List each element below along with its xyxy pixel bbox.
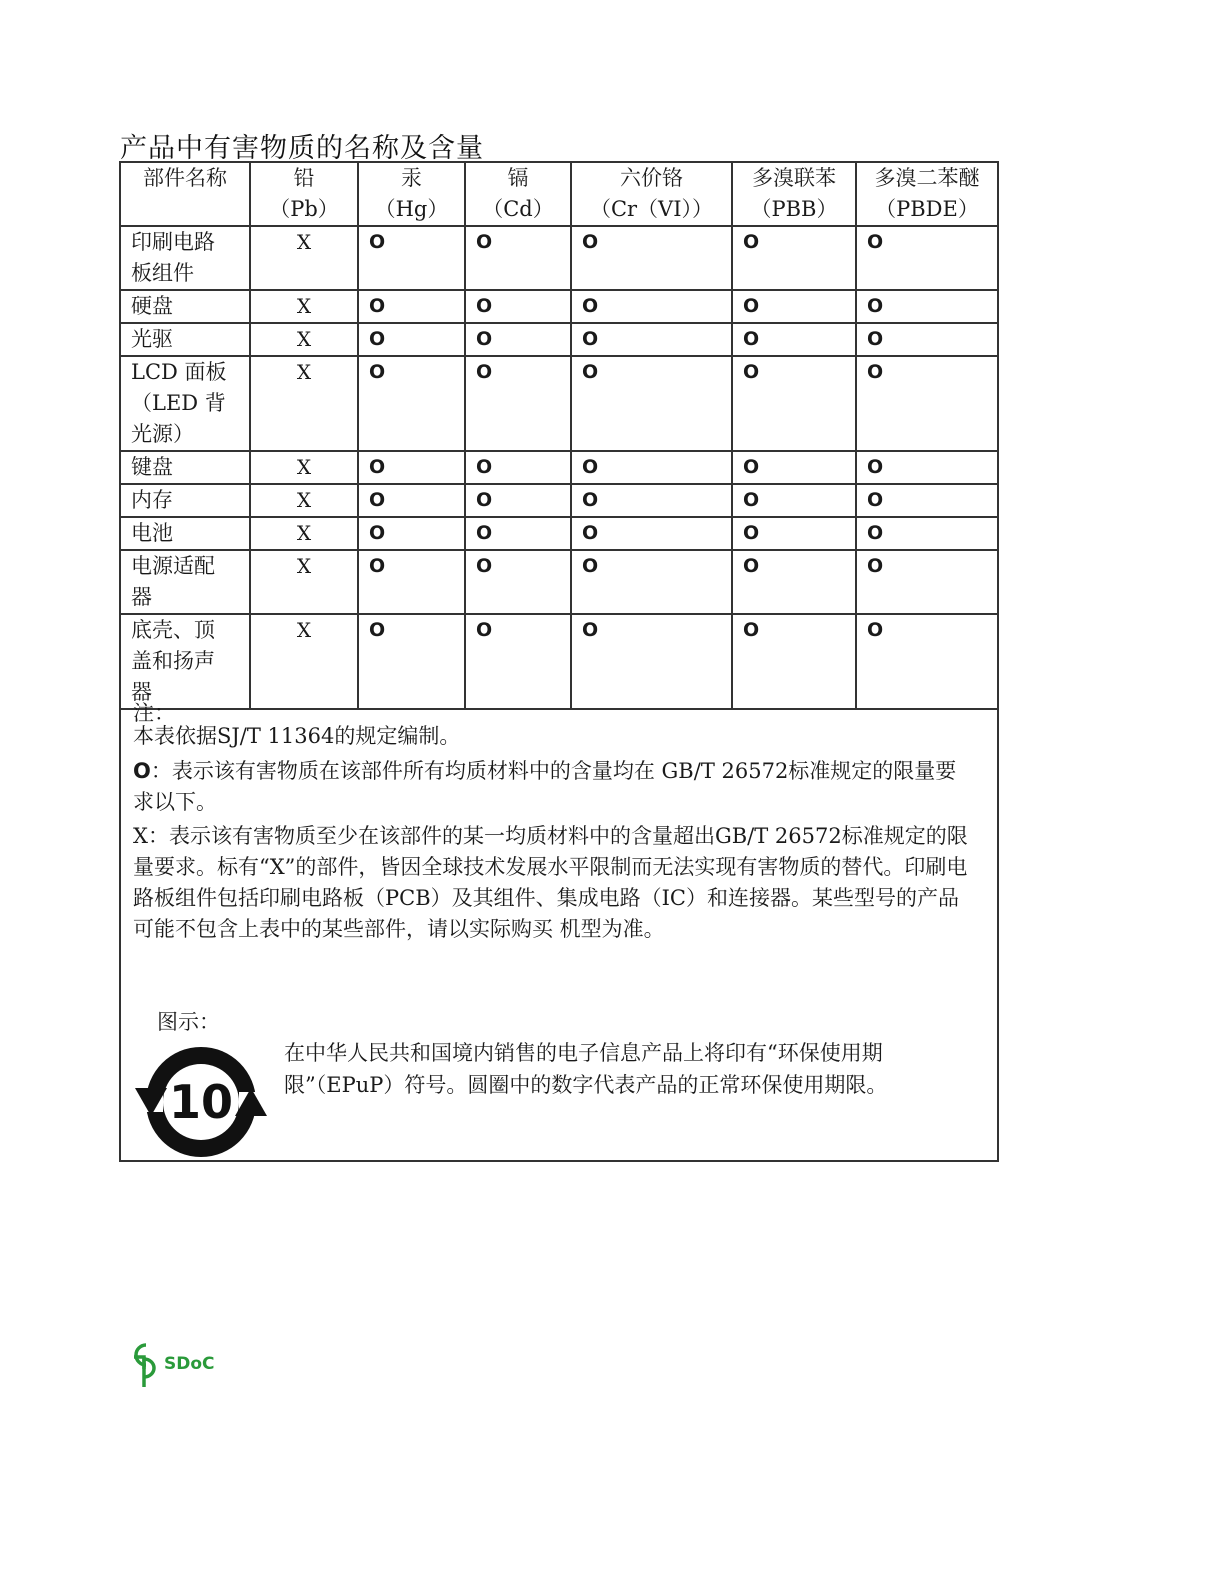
chromium-vi-cell — [571, 226, 732, 290]
pbb-cell — [732, 226, 856, 290]
part-name-cell — [120, 323, 250, 356]
chromium-vi-cell — [571, 323, 732, 356]
mercury-value: O — [369, 456, 386, 478]
mercury-value: O — [369, 328, 386, 350]
epup-number: 10 — [168, 1075, 234, 1129]
pbde-cell — [856, 226, 998, 290]
cadmium-value: O — [476, 328, 493, 350]
mercury-cell — [358, 323, 465, 356]
header-lead: 铅 （Pb） — [250, 162, 358, 226]
cadmium-cell — [465, 226, 571, 290]
pbb-cell — [732, 356, 856, 451]
lead-cell — [250, 484, 358, 517]
table-row — [120, 323, 998, 356]
pbb-cell — [732, 517, 856, 550]
pbde-value: O — [867, 231, 884, 253]
chromium-vi-value: O — [582, 328, 599, 350]
lead-cell — [250, 323, 358, 356]
pbde-value: O — [867, 361, 884, 383]
cadmium-value: O — [476, 361, 493, 383]
lead-value: X — [296, 327, 312, 351]
cadmium-value: O — [476, 522, 493, 544]
mercury-value: O — [369, 522, 386, 544]
part-name: 底壳、顶 盖和扬声 器 — [131, 618, 215, 704]
pbde-value: O — [867, 456, 884, 478]
cadmium-value: O — [476, 555, 493, 577]
lead-value: X — [296, 618, 312, 642]
lead-value: X — [296, 455, 312, 479]
part-name-cell — [120, 290, 250, 323]
pbde-value: O — [867, 489, 884, 511]
cadmium-cell — [465, 323, 571, 356]
pbde-cell — [856, 356, 998, 451]
table-row — [120, 484, 998, 517]
lead-cell — [250, 226, 358, 290]
header-chromium-vi: 六价铬 （Cr（VI）） — [571, 162, 732, 226]
pbb-cell — [732, 323, 856, 356]
chromium-vi-cell — [571, 451, 732, 484]
mercury-cell — [358, 290, 465, 323]
x-mark: X — [133, 824, 148, 848]
header-part-name: 部件名称 — [120, 162, 250, 226]
mercury-cell — [358, 356, 465, 451]
table-row — [120, 290, 998, 323]
table-row — [120, 517, 998, 550]
lead-cell — [250, 451, 358, 484]
chromium-vi-cell — [571, 517, 732, 550]
pbb-value: O — [743, 522, 760, 544]
pbde-cell — [856, 290, 998, 323]
hazardous-substances-table — [119, 161, 999, 710]
cadmium-value: O — [476, 489, 493, 511]
lead-value: X — [296, 521, 312, 545]
pbb-value: O — [743, 619, 760, 641]
pbde-value: O — [867, 555, 884, 577]
mercury-value: O — [369, 555, 386, 577]
part-name: 电池 — [131, 521, 173, 545]
lead-cell — [250, 517, 358, 550]
mercury-cell — [358, 226, 465, 290]
pbde-value: O — [867, 619, 884, 641]
part-name: 印刷电路 板组件 — [131, 230, 215, 285]
part-name: 电源适配 器 — [131, 554, 215, 609]
notes-section — [119, 694, 999, 1162]
cadmium-cell — [465, 550, 571, 614]
lead-cell — [250, 550, 358, 614]
pbb-cell — [732, 451, 856, 484]
cadmium-value: O — [476, 456, 493, 478]
chromium-vi-value: O — [582, 231, 599, 253]
header-pbb: 多溴联苯 （PBB） — [732, 162, 856, 226]
table-row — [120, 550, 998, 614]
chromium-vi-value: O — [582, 555, 599, 577]
part-name-cell — [120, 226, 250, 290]
lead-value: X — [296, 488, 312, 512]
pbb-value: O — [743, 555, 760, 577]
part-name-cell — [120, 484, 250, 517]
pbb-value: O — [743, 456, 760, 478]
chromium-vi-value: O — [582, 619, 599, 641]
chromium-vi-value: O — [582, 489, 599, 511]
part-name: 光驱 — [131, 327, 173, 351]
pbde-cell — [856, 451, 998, 484]
pbb-value: O — [743, 489, 760, 511]
part-name-cell — [120, 451, 250, 484]
document-title: 产品中有害物质的名称及含量 — [120, 133, 484, 164]
pbb-value: O — [743, 361, 760, 383]
part-name: 硬盘 — [131, 294, 173, 318]
epup-description: 在中华人民共和国境内销售的电子信息产品上将印有“环保使用期限”（EPuP）符号。圆圈中的数字代表产品的正常环保使用期限。 — [284, 1041, 888, 1097]
mercury-value: O — [369, 295, 386, 317]
cadmium-value: O — [476, 231, 493, 253]
mercury-value: O — [369, 361, 386, 383]
table-row — [120, 356, 998, 451]
table-row — [120, 451, 998, 484]
figure-label: 图示： — [157, 1010, 220, 1034]
mercury-cell — [358, 451, 465, 484]
pbb-cell — [732, 550, 856, 614]
cadmium-cell — [465, 451, 571, 484]
cadmium-value: O — [476, 295, 493, 317]
mercury-cell — [358, 484, 465, 517]
cadmium-cell — [465, 517, 571, 550]
chromium-vi-cell — [571, 356, 732, 451]
pbde-value: O — [867, 295, 884, 317]
lead-value: X — [296, 230, 312, 254]
part-name: 键盘 — [131, 455, 173, 479]
pbb-value: O — [743, 328, 760, 350]
chromium-vi-cell — [571, 550, 732, 614]
part-name-cell — [120, 517, 250, 550]
chromium-vi-value: O — [582, 522, 599, 544]
lead-value: X — [296, 294, 312, 318]
chromium-vi-value: O — [582, 456, 599, 478]
chromium-vi-value: O — [582, 295, 599, 317]
pbde-cell — [856, 484, 998, 517]
pbb-cell — [732, 484, 856, 517]
mercury-cell — [358, 517, 465, 550]
header-pbde: 多溴二苯醚 （PBDE） — [856, 162, 998, 226]
lead-cell — [250, 290, 358, 323]
pbde-value: O — [867, 328, 884, 350]
pbde-cell — [856, 517, 998, 550]
lead-cell — [250, 356, 358, 451]
header-mercury: 汞 （Hg） — [358, 162, 465, 226]
table-row — [120, 226, 998, 290]
chromium-vi-cell — [571, 484, 732, 517]
header-cadmium: 镉 （Cd） — [465, 162, 571, 226]
note-x-meaning: X：表示该有害物质至少在该部件的某一均质材料中的含量超出GB/T 26572标准规定的限量要求。标有“X”的部件，皆因全球技术发展水平限制而无法实现有害物质的替代。印刷电路板组件包括印刷电路板（PCB）及其组件、集成电路（IC）和连接器。某些型号的产品可能不包含上表中的某些部件，请以实际购买 机型为准。 — [133, 824, 968, 941]
cadmium-value: O — [476, 619, 493, 641]
pbde-cell — [856, 323, 998, 356]
cadmium-cell — [465, 290, 571, 323]
mercury-value: O — [369, 619, 386, 641]
lead-value: X — [296, 554, 312, 578]
mercury-value: O — [369, 489, 386, 511]
pbb-value: O — [743, 295, 760, 317]
cadmium-cell — [465, 356, 571, 451]
chromium-vi-value: O — [582, 361, 599, 383]
notes-label: 注： — [133, 701, 175, 725]
o-mark: O — [133, 759, 151, 783]
pbde-cell — [856, 550, 998, 614]
mercury-cell — [358, 550, 465, 614]
part-name: LCD 面板 （LED 背 光源） — [131, 360, 227, 446]
part-name-cell — [120, 550, 250, 614]
notes-basis: 本表依据SJ/T 11364的规定编制。 — [133, 724, 461, 748]
part-name: 内存 — [131, 488, 173, 512]
mercury-value: O — [369, 231, 386, 253]
part-name-cell — [120, 356, 250, 451]
lead-value: X — [296, 360, 312, 384]
pbb-value: O — [743, 231, 760, 253]
sdoc-logo-text: SDoC — [164, 1354, 215, 1374]
pbde-value: O — [867, 522, 884, 544]
epup-logo-icon — [133, 1040, 269, 1160]
table-header-row — [120, 162, 998, 226]
cadmium-cell — [465, 484, 571, 517]
chromium-vi-cell — [571, 290, 732, 323]
pbb-cell — [732, 290, 856, 323]
note-o-meaning: O：表示该有害物质在该部件所有均质材料中的含量均在 GB/T 26572标准规定的限量要求以下。 — [133, 759, 957, 814]
